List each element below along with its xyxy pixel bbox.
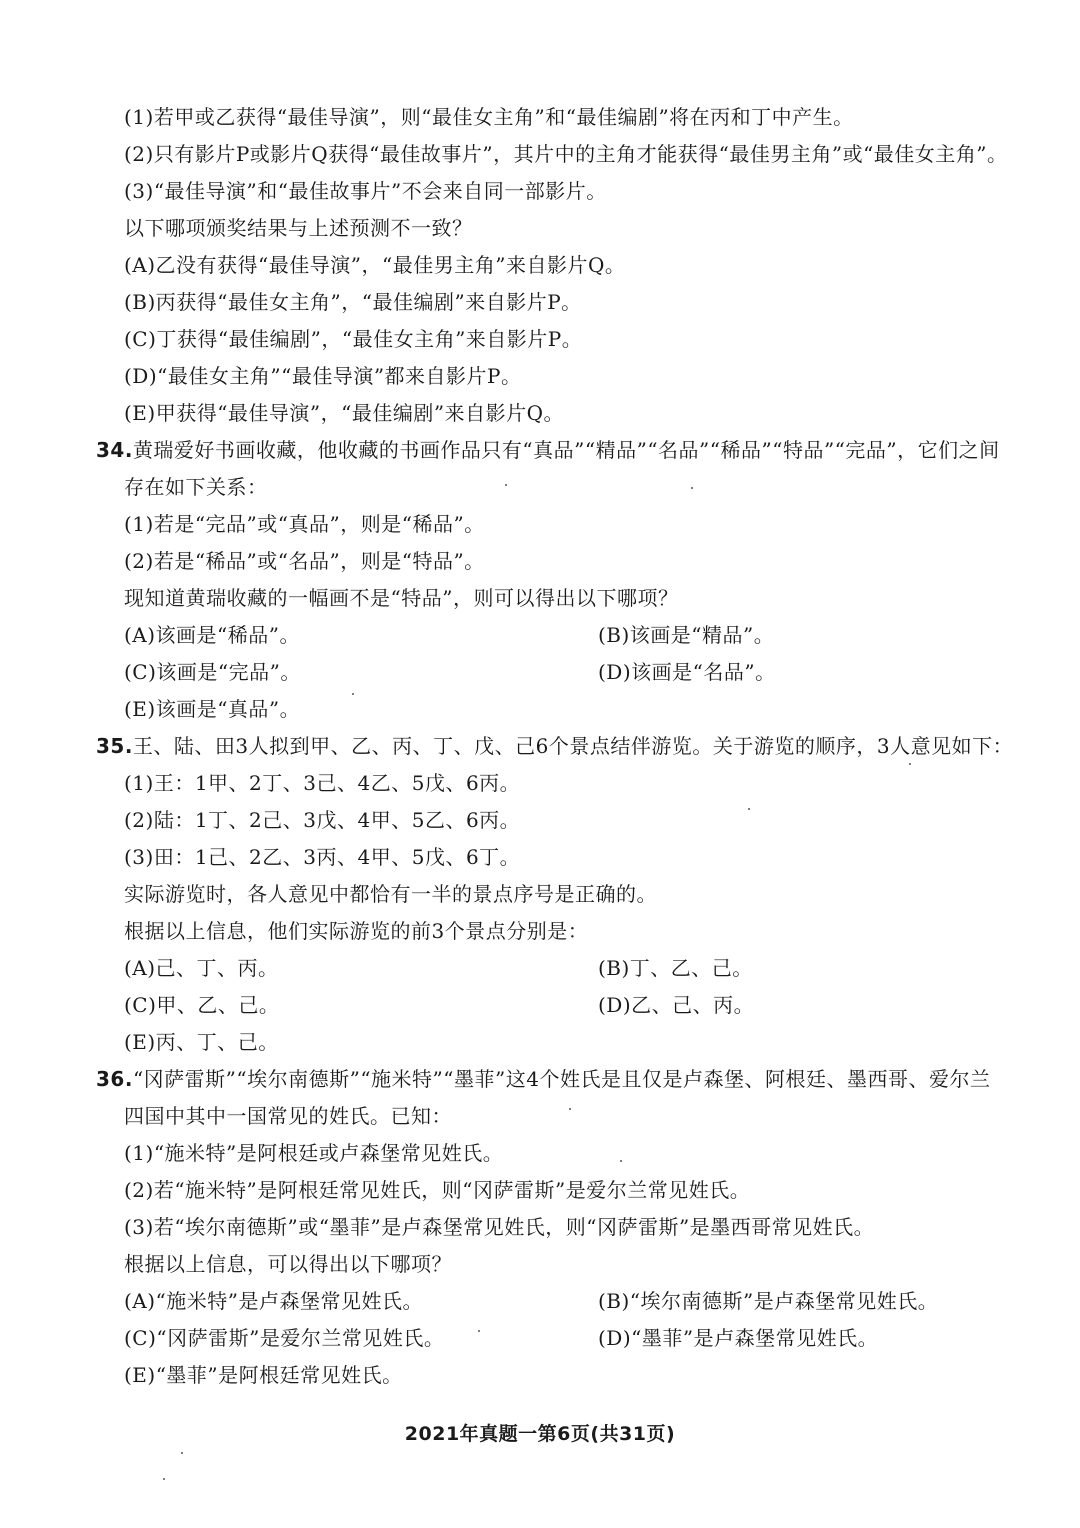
q34-stem-line2: 存在如下关系： [124, 475, 268, 499]
q36-question: 根据以上信息，可以得出以下哪项？ [124, 1252, 452, 1276]
q34-option-b: (B)该画是“精品”。 [598, 623, 775, 647]
scan-speck [478, 1330, 480, 1332]
q34-condition-2: (2)若是“稀品”或“名品”，则是“特品”。 [124, 549, 485, 573]
q34-condition-1: (1)若是“完品”或“真品”，则是“稀品”。 [124, 512, 485, 536]
q33-question: 以下哪项颁奖结果与上述预测不一致？ [124, 216, 473, 240]
q33-option-d: (D)“最佳女主角”“最佳导演”都来自影片P。 [124, 364, 522, 388]
q36-option-e: (E)“墨菲”是阿根廷常见姓氏。 [124, 1363, 403, 1387]
q35-option-a: (A)己、丁、丙。 [124, 956, 279, 980]
q34-stem-line1: 黄瑞爱好书画收藏，他收藏的书画作品只有“真品”“精品”“名品”“稀品”“特品”“完品”，它们之间 [132, 438, 1000, 462]
q36-option-d: (D)“墨菲”是卢森堡常见姓氏。 [598, 1326, 879, 1350]
q35-condition-1: (1)王：1甲、2丁、3己、4乙、5戊、6丙。 [124, 771, 521, 795]
q36-stem [96, 1065, 990, 1093]
q34-option-d: (D)该画是“名品”。 [598, 660, 776, 684]
q35-question: 根据以上信息，他们实际游览的前3个景点分别是： [124, 919, 589, 943]
q35-number: 35. [96, 734, 133, 758]
scan-speck [181, 1452, 183, 1454]
scan-speck [748, 808, 750, 810]
page-footer: 2021年真题一第6页(共31页) [404, 1423, 676, 1445]
q35-option-d: (D)乙、己、丙。 [598, 993, 755, 1017]
q33-option-e: (E)甲获得“最佳导演”，“最佳编剧”来自影片Q。 [124, 401, 564, 425]
q34-stem [96, 436, 1000, 464]
q35-condition-2: (2)陆：1丁、2己、3戊、4甲、5乙、6丙。 [124, 808, 521, 832]
q36-condition-1: (1)“施米特”是阿根廷或卢森堡常见姓氏。 [124, 1141, 504, 1165]
q36-option-a: (A)“施米特”是卢森堡常见姓氏。 [124, 1289, 423, 1313]
q35-stem [96, 732, 1013, 760]
q33-option-a: (A)乙没有获得“最佳导演”，“最佳男主角”来自影片Q。 [124, 253, 626, 277]
q36-stem-line2: 四国中其中一国常见的姓氏。已知： [124, 1104, 452, 1128]
scan-speck [569, 1108, 571, 1110]
q36-number: 36. [96, 1067, 133, 1091]
q36-stem-line1: “冈萨雷斯”“埃尔南德斯”“施米特”“墨菲”这4个姓氏是且仅是卢森堡、阿根廷、墨西哥、爱尔兰 [132, 1067, 991, 1091]
q36-condition-2: (2)若“施米特”是阿根廷常见姓氏，则“冈萨雷斯”是爱尔兰常见姓氏。 [124, 1178, 751, 1202]
scan-speck [691, 487, 693, 489]
scan-speck [909, 763, 911, 765]
scan-speck [620, 1160, 622, 1162]
q36-option-b: (B)“埃尔南德斯”是卢森堡常见姓氏。 [598, 1289, 939, 1313]
q35-condition-3: (3)田：1己、2乙、3丙、4甲、5戊、6丁。 [124, 845, 521, 869]
q35-info: 实际游览时，各人意见中都恰有一半的景点序号是正确的。 [124, 882, 657, 906]
q34-number: 34. [96, 438, 133, 462]
q35-option-e: (E)丙、丁、己。 [124, 1030, 279, 1054]
q34-question: 现知道黄瑞收藏的一幅画不是“特品”，则可以得出以下哪项？ [124, 586, 679, 610]
q33-option-b: (B)丙获得“最佳女主角”，“最佳编剧”来自影片P。 [124, 290, 582, 314]
q34-option-c: (C)该画是“完品”。 [124, 660, 301, 684]
q35-stem-line1: 王、陆、田3人拟到甲、乙、丙、丁、戊、己6个景点结伴游览。关于游览的顺序，3人意见如下： [132, 734, 1014, 758]
scan-speck [505, 484, 507, 486]
scan-speck [163, 1478, 165, 1480]
q33-condition-3: (3)“最佳导演”和“最佳故事片”不会来自同一部影片。 [124, 179, 607, 203]
q33-option-c: (C)丁获得“最佳编剧”，“最佳女主角”来自影片P。 [124, 327, 583, 351]
q35-option-c: (C)甲、乙、己。 [124, 993, 280, 1017]
q36-option-c: (C)“冈萨雷斯”是爱尔兰常见姓氏。 [124, 1326, 445, 1350]
q34-option-a: (A)该画是“稀品”。 [124, 623, 300, 647]
q33-condition-2: (2)只有影片P或影片Q获得“最佳故事片”，其片中的主角才能获得“最佳男主角”或“最佳女主角”。 [124, 142, 1008, 166]
scan-speck [352, 693, 354, 695]
q36-condition-3: (3)若“埃尔南德斯”或“墨菲”是卢森堡常见姓氏，则“冈萨雷斯”是墨西哥常见姓氏。 [124, 1215, 875, 1239]
q34-option-e: (E)该画是“真品”。 [124, 697, 301, 721]
q33-condition-1: (1)若甲或乙获得“最佳导演”，则“最佳女主角”和“最佳编剧”将在丙和丁中产生。 [124, 105, 854, 129]
q35-option-b: (B)丁、乙、己。 [598, 956, 753, 980]
